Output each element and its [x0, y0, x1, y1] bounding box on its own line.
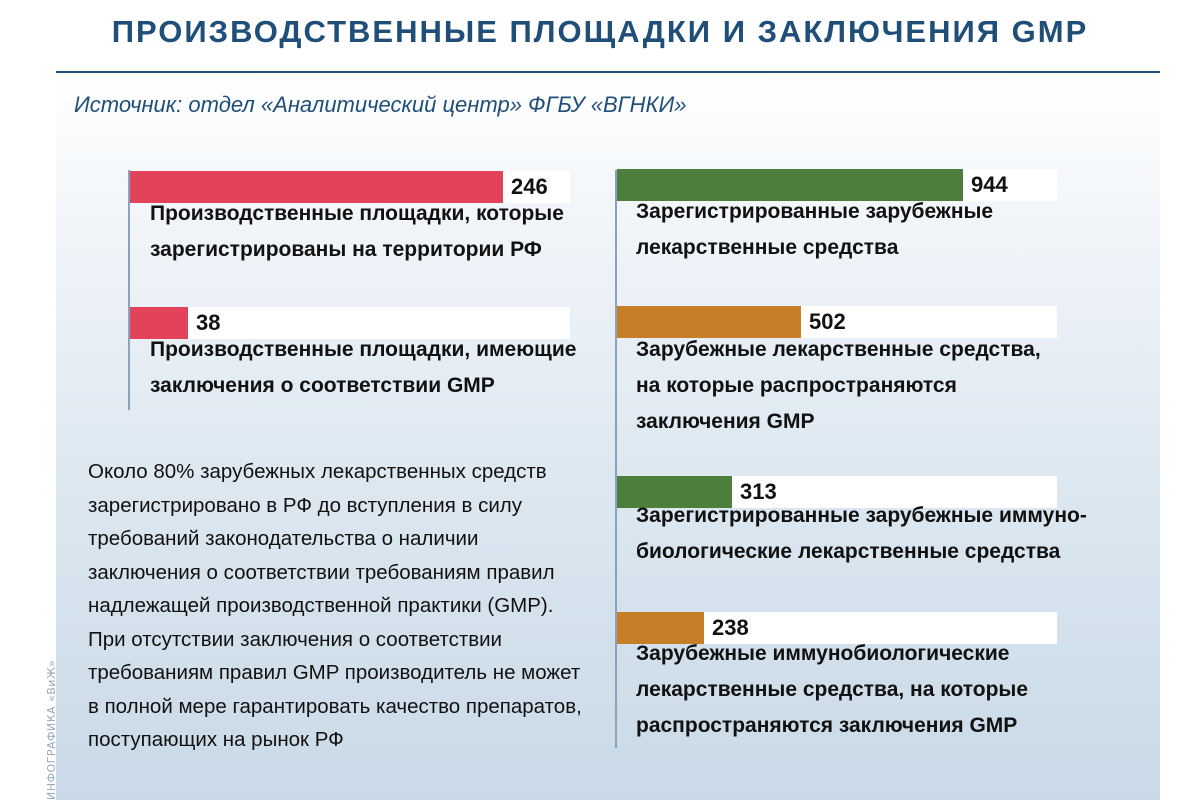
bar-category-label-line: зарегистрированы на территории РФ — [150, 238, 542, 261]
bar-category-label-line: Производственные площадки, которые — [150, 202, 564, 225]
bar-category-label-line: заключения GMP — [636, 410, 815, 433]
title-divider — [56, 71, 1160, 73]
bar-value-label: 38 — [196, 310, 221, 335]
bar-category-label-line: на которые распространяются — [636, 374, 957, 397]
bar-value-label: 502 — [809, 309, 846, 334]
bar-category-label-line: лекарственные средства, на которые — [636, 678, 1029, 701]
left-chart-axis — [128, 170, 130, 410]
bar-value-label: 238 — [712, 615, 749, 640]
bar-category-label-line: распространяются заключения GMP — [636, 714, 1018, 737]
bar-category-label-line: Производственные площадки, имеющие — [150, 338, 577, 361]
infographic-credit: ИНФОГРАФИКА «ВиЖ» — [45, 659, 58, 800]
bar-category-label-line: Зарубежные иммунобиологические — [636, 642, 1010, 665]
bar-category-label-line: биологические лекарственные средства — [636, 540, 1061, 563]
bar-category-label-line: Зарубежные лекарственные средства, — [636, 338, 1041, 361]
right-chart-axis — [615, 170, 617, 748]
bar-value-label: 944 — [971, 172, 1008, 197]
source-caption: Источник: отдел «Аналитический центр» ФГБУ «ВГНКИ» — [74, 92, 687, 117]
bar-value-label: 313 — [740, 479, 777, 504]
bar-value-label: 246 — [511, 174, 548, 199]
page-title: ПРОИЗВОДСТВЕННЫЕ ПЛОЩАДКИ И ЗАКЛЮЧЕНИЯ GMP — [111, 14, 1089, 49]
bar-category-label-line: Зарегистрированные зарубежные иммуно- — [636, 504, 1087, 527]
bar-category-label-line: заключения о соответствии GMP — [150, 374, 495, 397]
bar-category-label-line: Зарегистрированные зарубежные — [636, 200, 994, 223]
bar-category-label-line: лекарственные средства — [636, 236, 899, 259]
explanatory-note: Около 80% зарубежных лекарственных средств зарегистрировано в РФ до вступления в силу требований законодательства о наличии заключения о соответствии требованиям правил надлежащей производственной практики (GMP). При отсутствии заключения о соответствии требованиям правил GMP производитель не может в полной мере гарантировать качество препаратов, поступающих на рынок РФ — [88, 460, 582, 751]
